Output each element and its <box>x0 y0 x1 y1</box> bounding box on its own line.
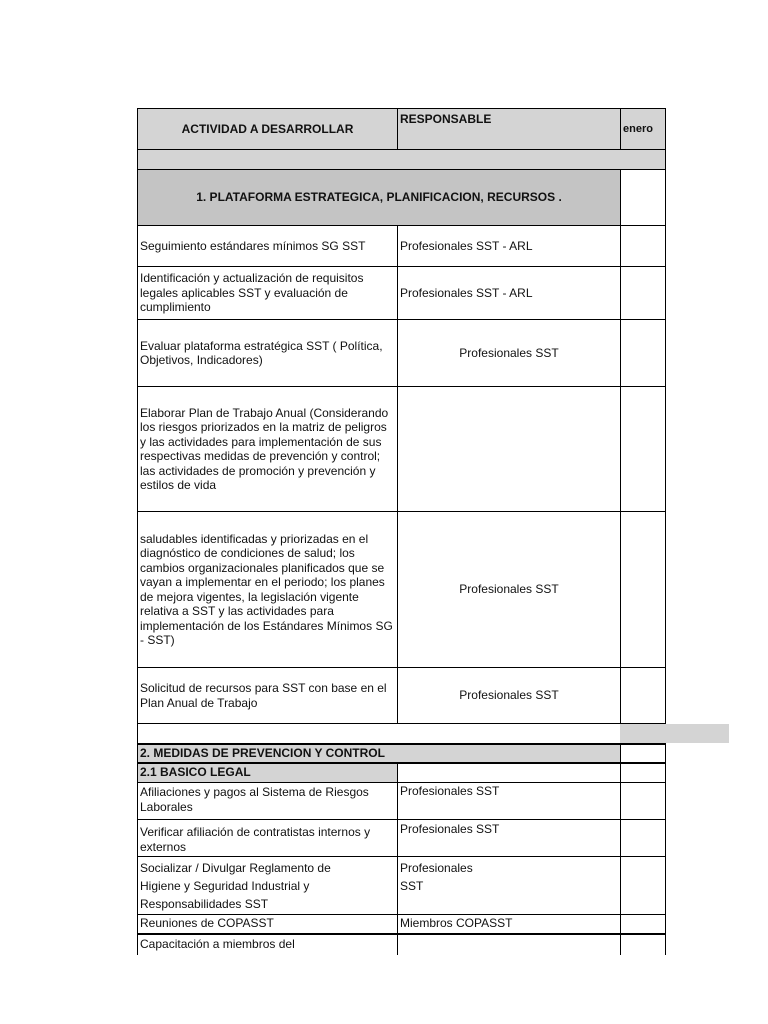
section-2-title-text: 2. MEDIDAS DE PREVENCION Y CONTROL <box>140 745 385 760</box>
activity-text: Capacitación a miembros del <box>140 937 295 951</box>
table-row-activity <box>137 856 398 915</box>
section-2-1-title <box>137 762 398 783</box>
section-2-title <box>137 743 621 763</box>
responsible-text: Profesionales SST <box>400 822 500 836</box>
responsible-text: Profesionales SST <box>400 784 500 798</box>
table-row-responsible <box>397 856 621 915</box>
table-row-month <box>620 782 666 820</box>
table-row-activity <box>137 667 398 724</box>
responsible-text: Profesionales SST <box>459 345 559 360</box>
table-row-activity <box>137 225 398 267</box>
responsible-text: Profesionales SST <box>459 582 559 597</box>
activity-text: Identificación y actualización de requisitos legales aplicables SST y evaluación de cumplimiento <box>140 271 364 315</box>
activity-text: Evaluar plataforma estratégica SST ( Política, Objetivos, Indicadores) <box>140 338 383 367</box>
section-1-title-text: 1. PLATAFORMA ESTRATEGICA, PLANIFICACION, RECURSOS . <box>196 190 562 205</box>
table-row-responsible <box>397 933 621 955</box>
activity-text-line: Socializar / Divulgar Reglamento de <box>140 861 331 875</box>
table-row-responsible <box>397 386 621 512</box>
table-row-month <box>620 856 666 915</box>
table-row-activity <box>137 386 398 512</box>
table-row-activity <box>137 933 398 955</box>
activity-text: Afiliaciones y pagos al Sistema de Riesgos Laborales <box>140 785 369 814</box>
section-2-1-responsible-cell <box>397 762 621 783</box>
table-row-month <box>620 319 666 387</box>
table-row-activity <box>137 819 398 857</box>
responsible-text: Profesionales SST - ARL <box>400 285 533 300</box>
activity-text-line: Responsabilidades SST <box>140 897 269 911</box>
table-row-responsible <box>397 782 621 820</box>
table-row-month <box>620 266 666 320</box>
table-row-responsible <box>397 819 621 857</box>
table-row-activity <box>137 914 398 934</box>
table-row-month <box>620 819 666 857</box>
section-2-1-month-cell <box>620 762 666 783</box>
header-activity-label: ACTIVIDAD A DESARROLLAR <box>181 121 354 136</box>
header-month <box>620 108 666 150</box>
section-1-title <box>137 169 621 226</box>
section-1-month-cell <box>620 169 666 226</box>
activity-text: Elaborar Plan de Trabajo Anual (Considerando los riesgos priorizados en la matriz de peligros y las actividades para implementación de sus respectivas medidas de prevención y control; las actividades de promoción y prevención y estilos de vida <box>140 405 389 492</box>
section-2-1-title-text: 2.1 BASICO LEGAL <box>140 764 251 779</box>
header-responsible-label: RESPONSABLE <box>400 112 492 126</box>
section-2-month-cell <box>620 743 666 763</box>
table-row-activity <box>137 511 398 668</box>
header-month-label: enero <box>623 122 653 135</box>
responsible-text: Profesionales SST - ARL <box>400 238 533 253</box>
activity-text: Seguimiento estándares mínimos SG SST <box>140 238 366 253</box>
table-row-month <box>620 386 666 512</box>
table-row-responsible <box>397 667 621 724</box>
responsible-text-line: Profesionales <box>400 861 473 875</box>
table-row-month <box>620 933 666 955</box>
table-row-month <box>620 225 666 267</box>
activity-text-line: Higiene y Seguridad Industrial y <box>140 879 310 893</box>
left-border-gap <box>137 723 138 743</box>
table-row-activity <box>137 782 398 820</box>
responsible-text: Miembros COPASST <box>400 915 513 930</box>
activity-text: Solicitud de recursos para SST con base en el Plan Anual de Trabajo <box>140 681 387 710</box>
table-row-activity <box>137 266 398 320</box>
table-row-responsible <box>397 914 621 934</box>
spacer-band <box>137 149 666 170</box>
activity-text: saludables identificadas y priorizadas en el diagnóstico de condiciones de salud; los cambios organizacionales planificados que se vayan a implementar en el periodo; los planes de mejora vigentes, la legislación vigente relativa a SST y las actividades para implementación de los Estándares Mínimos SG - SST) <box>140 531 393 647</box>
table-row-responsible <box>397 319 621 387</box>
table-row-responsible <box>397 225 621 267</box>
table-row-month <box>620 667 666 724</box>
table-row-month <box>620 914 666 934</box>
table-row-responsible <box>397 266 621 320</box>
activity-text: Verificar afiliación de contratistas internos y externos <box>140 825 371 854</box>
spacer-band-2 <box>620 724 729 743</box>
header-responsible <box>397 108 621 150</box>
responsible-text-line: SST <box>400 879 424 893</box>
header-activity <box>137 108 398 150</box>
table-row-activity <box>137 319 398 387</box>
table-row-responsible <box>397 511 621 668</box>
responsible-text: Profesionales SST <box>459 688 559 703</box>
activity-text: Reuniones de COPASST <box>140 915 274 930</box>
table-row-month <box>620 511 666 668</box>
